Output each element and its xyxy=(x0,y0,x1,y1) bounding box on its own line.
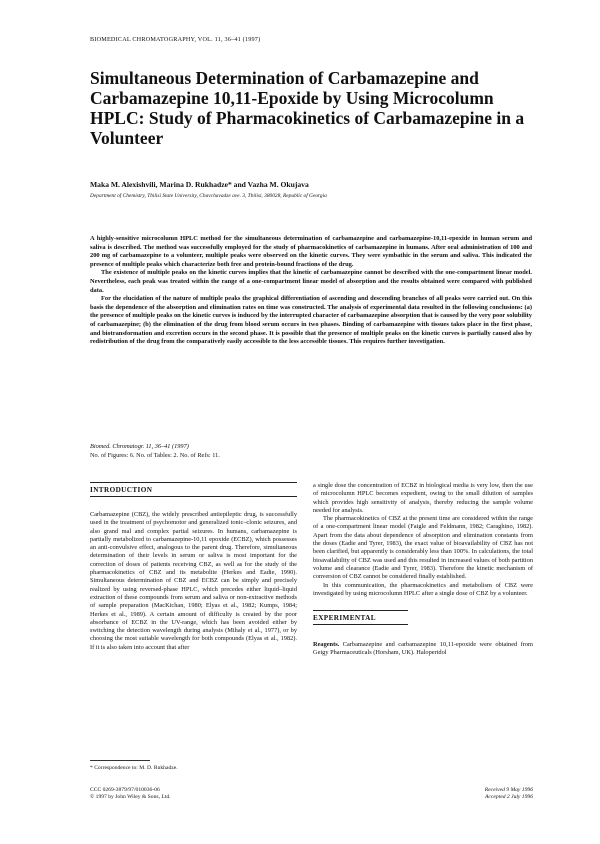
footnote-rule xyxy=(90,760,150,761)
introduction-paragraph: Carbamazepine (CBZ), the widely prescribed antiepileptic drug, is successfully used in the treatment of psychomotor and generalized tonic–clonic seizures, and also grand mal and complex partial seizures. In humans, carbamazepine is partially metabolized to carbamazepine-10,11 epoxide (ECBZ), which possesses an anti-convulsive effect, analogous to the parent drug. Therefore, simultaneous determination of their levels in serum or saliva is most important for the correction of doses of patients receiving CBZ, as well as for the study of the pharmacokinetics of CBZ and its metabolite (Herkes and Eadie, 1990). Simultaneous determination of CBZ and ECBZ can be simply and precisely realized by using reversed-phase HPLC, which precedes either liquid–liquid extraction of these compounds from serum and saliva or non-extractive methods of sample preparation (MacKichan, 1980; Elyas et al., 1982; Kumps, 1984; Herkes et al., 1989). A certain amount of difficulty is created by the poor absorbance of ECBZ in the UV-range, which has been avoided either by switching the detection wavelength during analysis (Mihaly et al., 1977), or by choosing the most suitable wavelength for both compounds (Elyas et al., 1982). If it is also taken into account that after xyxy=(90,511,297,651)
introduction-heading: INTRODUCTION xyxy=(90,482,297,497)
experimental-heading: EXPERIMENTAL xyxy=(313,610,408,625)
citation-block xyxy=(90,443,390,460)
ccc-code: CCC 0269-3879/97/010036-06 xyxy=(90,787,160,793)
body-paragraph: In this communication, the pharmacokinetics and metabolism of CBZ were investigated by using microcolumn HPLC after a single dose of CBZ by a volunteer. xyxy=(313,581,533,597)
reagents-text: Carbamazepine and carbamazepine 10,11-epoxide were obtained from Geigy Pharmaceuticals (Horsham, UK). Haloperidol xyxy=(313,641,533,657)
right-column xyxy=(313,482,533,658)
abstract-paragraph: A highly-sensitive microcolumn HPLC method for the simultaneous determination of carbamazepine and carbamazepine-10,11-epoxide in human serum and saliva is described. The method was successfully employed for the study of pharmacokinetics of carbamazepine in humans. After oral administration of 100 and 200 mg of carbamazepine to a volunteer, multiple peaks were observed on the kinetic curves. They were symbathic in the serum and saliva. This indicated the presence of multiple peaks which characterize both free and protein-bound fractions of the drug. xyxy=(90,235,532,268)
reagents-paragraph xyxy=(313,641,533,658)
running-header: BIOMEDICAL CHROMATOGRAPHY, VOL. 11, 36–41 (1997) xyxy=(90,36,261,43)
body-paragraph: The pharmacokinetics of CBZ at the present time are considered within the range of a one-compartment linear model (Faigle and Feldmann, 1982; Caraghino, 1982). Apart from the data about dependence of absorption and elimination constants from the doses (Eadie and Tyrer, 1983), the exact value of bioavailability of CBZ has not been clarified, but apparently is considerably less than 100%. In calculations, the total bioavailability of CBZ was used and this resulted in increased values of both partition volume and clearance (Eadie and Tyrer, 1983). Therefore the kinetic mechanism of conversion of CBZ cannot be considered finally established. xyxy=(313,515,533,581)
copyright-block xyxy=(90,787,171,802)
author-affiliation: Department of Chemistry, Tbilisi State University, Chavchavadze ave. 3, Tbilisi, 380028, Republic of Georgia xyxy=(90,193,327,199)
reagents-lead: Reagents. xyxy=(313,641,340,649)
accepted-date: Accepted 2 July 1996 xyxy=(485,794,533,801)
abstract-paragraph: The existence of multiple peaks on the kinetic curves implies that the kinetic of carbamazepine cannot be described with the one-compartment linear model. Nevertheless, each peak was treated within the range of a one-compartment linear model of absorption and the results obtained were compared with published data. xyxy=(90,269,532,294)
copyright-line: © 1997 by John Wiley & Sons, Ltd. xyxy=(90,794,171,801)
article-title: Simultaneous Determination of Carbamazepine and Carbamazepine 10,11-Epoxide by Using Microcolumn HPLC: Study of Pharmacokinetics of Carbamazepine in a Volunteer xyxy=(90,68,525,148)
figure-table-ref-counts: No. of Figures: 6. No. of Tables: 2. No. of Refs: 11. xyxy=(90,451,220,459)
received-date: Received 9 May 1996 xyxy=(484,787,533,793)
correspondence-footnote: * Correspondence to: M. D. Rukhadze. xyxy=(90,765,178,771)
body-paragraph: a single dose the concentration of ECBZ in biological media is very low, then the use of microcolumn HPLC becomes expedient, owing to the small dilution of samples which provides high sensitivity of analysis, thereby reducing the sample volume needed for analysis. xyxy=(313,482,533,514)
author-list: Maka M. Alexishvili, Marina D. Rukhadze* and Vazha M. Okujava xyxy=(90,180,309,189)
left-column xyxy=(90,482,297,652)
abstract-paragraph: For the elucidation of the nature of multiple peaks the graphical differentiation of ascending and descending branches of all peaks were carried out. On this basis the dependence of the absorption and elimination rates on time was constructed. The analysis of experimental data resulted in the following conclusions: (a) the presence of multiple peaks on the kinetic curves is induced by the interrupted character of carbamazepine absorption that is caused by the very poor solubility of carbamazepine; (b) the elimination of the drug from blood serum occurs in two phases. Binding of carbamazepine with tissues takes place in the first phase, and biotransformation and excretion occurs in the second phase. It is possible that the presence of multiple peaks on the kinetic curves is partially caused also by redistribution of the drug from the comparatively easily accessible to the less accessible tissues. This requires further investigation. xyxy=(90,295,532,346)
citation-line: Biomed. Chromatogr. 11, 36–41 (1997) xyxy=(90,443,189,450)
received-dates xyxy=(430,787,533,802)
abstract xyxy=(90,235,532,347)
